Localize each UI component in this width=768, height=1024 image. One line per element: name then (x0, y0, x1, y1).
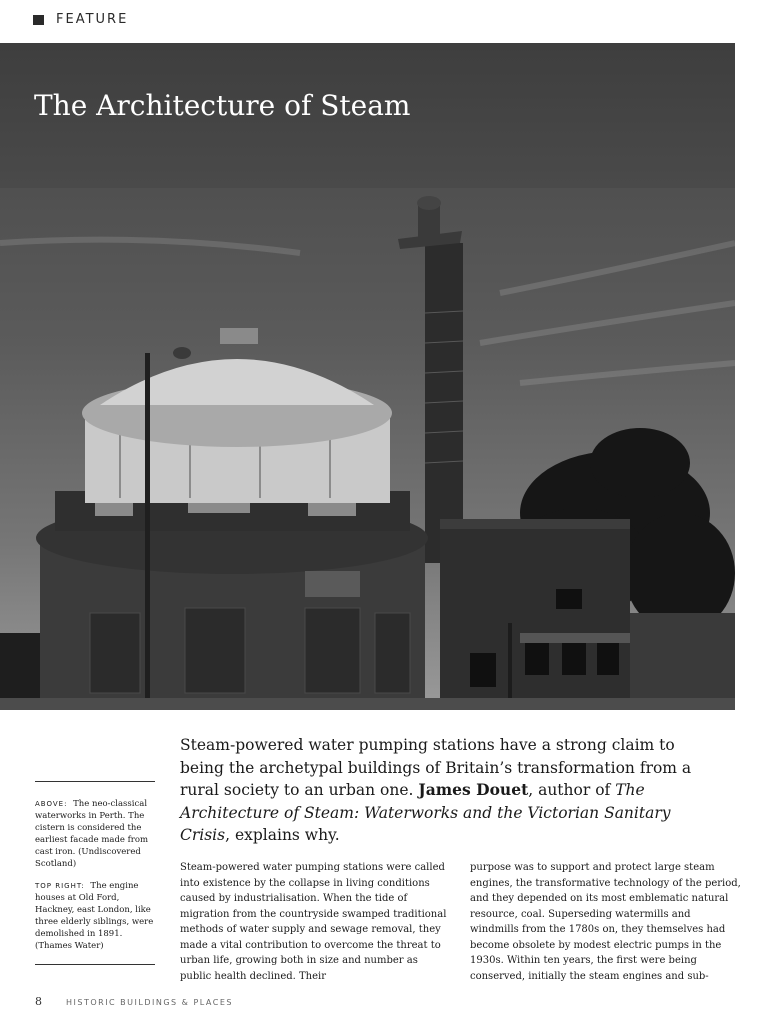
caption-label: TOP RIGHT: (35, 882, 85, 890)
section-label: FEATURE (56, 12, 129, 27)
caption-above (35, 798, 155, 870)
title-band (0, 43, 735, 188)
author-name: James Douet (418, 780, 529, 799)
standfirst (180, 734, 720, 847)
standfirst-author-suffix: , author of (528, 781, 616, 799)
publication-name: HISTORIC BUILDINGS & PLACES (66, 998, 233, 1007)
standfirst-outro: , explains why. (225, 826, 340, 844)
caption-label: ABOVE: (35, 800, 68, 808)
body-column-2: purpose was to support and protect large steam engines, the transformative technology of the period, and they depended on its most emblematic natural resource, coal. Superseding watermills and windmills from the 1780s on, they themselves had become obsolete by modest electric pumps in the 1930s. Within ten years, the first were being conserved, initially the steam engines and sub- (470, 862, 741, 982)
caption-text: The engine houses at Old Ford, Hackney, east London, like three elderly siblings, were demolished in 1891. (Thames Water) (35, 881, 154, 951)
page-number: 8 (35, 995, 42, 1008)
article-title: The Architecture of Steam (34, 89, 411, 122)
section-header (33, 12, 128, 27)
body-column-1: Steam-powered water pumping stations were called into existence by the collapse in living conditions caused by industrialisation. When the tide of migration from the countryside swamped traditional methods of water supply and sewage removal, they made a vital contribution to overcome the threat to urban life, growing both in size and number as public health declined. Their (180, 862, 447, 982)
page-footer (35, 995, 233, 1008)
caption-text: The neo-classical waterworks in Perth. The cistern is considered the earliest facade made from cast iron. (Undiscovered Scotland) (35, 799, 149, 869)
book-title: The Architecture of Steam: Waterworks and the Victorian Sanitary Crisis (180, 781, 671, 844)
section-marker-icon (33, 15, 44, 25)
photo-captions (35, 781, 155, 965)
hero-photo (0, 43, 735, 710)
caption-top-right (35, 880, 155, 952)
standfirst-intro: Steam-powered water pumping stations have a strong claim to being the archetypal buildings of Britain’s transformation from a rural society to an urban one. (180, 736, 692, 799)
